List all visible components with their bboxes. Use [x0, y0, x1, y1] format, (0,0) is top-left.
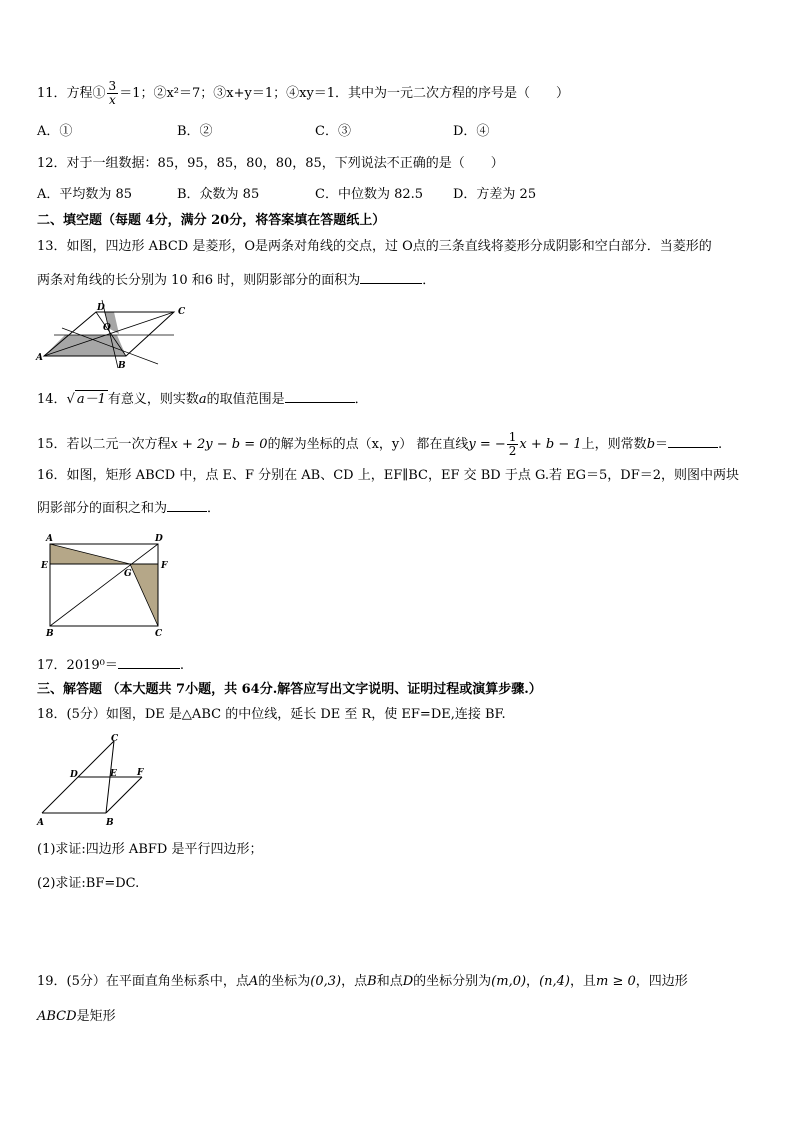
q17-text: 17．2019⁰＝: [37, 658, 118, 673]
label-a: A: [37, 818, 44, 828]
q19-comma: ，: [526, 974, 540, 989]
q18-part-1: (1)求证:四边形 ABFD 是平行四边形；: [37, 842, 263, 857]
label-a: A: [46, 534, 53, 544]
label-b: B: [118, 361, 126, 371]
triangle-figure: [34, 733, 164, 828]
q13-line-1: 13．如图，四边形 ABCD 是菱形，O是两条对角线的交点，过 O点的三条直线将菱形分成阴影和空白部分．当菱形的: [37, 239, 712, 254]
q14-end: ．: [354, 392, 368, 407]
q13-line-2: [37, 270, 435, 290]
radical-sign: √: [66, 392, 75, 407]
q14-prefix: 14．: [37, 392, 67, 407]
q14-var: a: [198, 392, 207, 407]
rhombus-figure: [34, 298, 194, 373]
label-f: F: [137, 768, 144, 778]
q12-option-c: C．中位数为 82.5: [315, 187, 424, 202]
q12-option-b: B．众数为 85: [177, 187, 260, 202]
q12-option-a: A．平均数为 85: [37, 187, 133, 202]
q11-prefix: 11．方程①: [37, 86, 106, 101]
label-c: C: [111, 734, 119, 744]
q15-end: .: [718, 437, 723, 452]
q16-end: ．: [207, 501, 221, 516]
question-12: 12．对于一组数据：85，95，85，80，80，85，下列说法不正确的是（ ）: [37, 156, 504, 171]
q19-line-2: [37, 1008, 116, 1026]
label-c: C: [155, 629, 163, 639]
question-14: [37, 389, 368, 409]
q11-frac-num: 3: [108, 79, 117, 93]
segment-bf: [106, 777, 142, 813]
q19-text-b: 的坐标为: [258, 974, 311, 989]
q11-options: [37, 123, 489, 141]
label-a: A: [36, 353, 43, 363]
q19-point-b: B: [367, 974, 377, 989]
label-b: B: [106, 818, 114, 828]
q19-text-c: ，点: [341, 974, 368, 989]
q14-radicand: a－1: [76, 392, 106, 407]
q19-coord-a: (0,3): [310, 974, 342, 989]
label-d: D: [70, 770, 78, 780]
q11-option-a: A．①: [37, 124, 73, 139]
question-17: [37, 655, 184, 675]
label-e: E: [110, 769, 117, 779]
q14-answer-blank: [285, 389, 355, 403]
q15-equation: x + 2y − b = 0: [170, 437, 268, 452]
question-19: [37, 973, 688, 991]
label-c: C: [178, 307, 186, 317]
q11-option-d: D．④: [453, 124, 490, 139]
question-11: [37, 80, 569, 107]
q19-condition: m ≥ 0: [596, 974, 636, 989]
q15-prefix: 15．若以二元一次方程: [37, 437, 171, 452]
q15-frac-den: 2: [508, 444, 517, 458]
q15-eqsign: ＝: [655, 437, 669, 452]
q11-frac-den: x: [108, 93, 116, 107]
q19-text-rect: 是矩形: [76, 1009, 116, 1024]
q12-options: [37, 186, 536, 204]
question-15: [37, 431, 722, 458]
q19-text-e: 的坐标分别为: [413, 974, 492, 989]
label-d: D: [97, 303, 105, 313]
q13-end: ．: [422, 273, 436, 288]
label-d: D: [155, 534, 163, 544]
q19-point-a: A: [248, 974, 259, 989]
q19-text-f: ，且: [569, 974, 596, 989]
q16-line-1: 16．如图，矩形 ABCD 中，点 E、F 分别在 AB、CD 上，EF∥BC，EF 交 BD 于点 G.若 EG＝5，DF＝2，则图中两块: [37, 468, 740, 483]
q14-text-2: 的取值范围是: [206, 392, 285, 407]
q19-abcd: ABCD: [37, 1009, 77, 1024]
q16-text: 阴影部分的面积之和为: [37, 501, 168, 516]
q15-mid: 的解为坐标的点（x，y） 都在直线: [267, 437, 469, 452]
q17-end: .: [179, 658, 184, 673]
q13-text: 两条对角线的长分别为 10 和6 时，则阴影部分的面积为: [37, 273, 361, 288]
q19-coord-d: (n,4): [539, 974, 570, 989]
q15-var: b: [646, 437, 656, 452]
rectangle-figure: [34, 530, 174, 640]
q16-answer-blank: [167, 498, 207, 512]
label-b: B: [46, 629, 54, 639]
q12-option-d: D．方差为 25: [453, 187, 537, 202]
q15-fraction: [507, 431, 519, 458]
q11-option-c: C．③: [315, 124, 351, 139]
label-o: O: [103, 323, 111, 333]
q16-line-2: [37, 498, 220, 518]
label-f: F: [161, 561, 168, 571]
section-2-title: 二、填空题（每题 4分，满分 20分，将答案填在答题纸上）: [37, 213, 386, 228]
section-3-title: 三、解答题 （本大题共 7小题，共 64分.解答应写出文字说明、证明过程或演算步骤.）: [37, 682, 542, 697]
q14-text: 有意义，则实数: [107, 392, 199, 407]
label-g: G: [124, 569, 132, 579]
q19-coord-b: (m,0): [491, 974, 527, 989]
q19-point-d: D: [402, 974, 414, 989]
q19-text-a: 19．(5分）在平面直角坐标系中，点: [37, 974, 249, 989]
q18-part-2: (2)求证:BF=DC.: [37, 876, 140, 891]
q19-text-d: 和点: [376, 974, 403, 989]
q11-option-b: B．②: [177, 124, 213, 139]
q11-fraction: [107, 80, 119, 107]
q11-rest: ＝1；②x²＝7；③x+y＝1；④xy＝1．其中为一元二次方程的序号是（ ）: [119, 86, 570, 101]
label-e: E: [41, 561, 48, 571]
q15-line-rhs: x + b − 1: [519, 437, 582, 452]
question-18: 18．(5分）如图，DE 是△ABC 的中位线，延长 DE 至 R，使 EF=DE,连接 BF.: [37, 707, 506, 722]
q15-frac-num: 1: [508, 430, 517, 444]
q19-text-g: ，四边形: [635, 974, 688, 989]
q15-tail: 上，则常数: [581, 437, 647, 452]
q15-line-lhs: y = −: [468, 437, 506, 452]
q15-answer-blank: [668, 434, 718, 448]
q13-answer-blank: [360, 270, 422, 284]
q17-answer-blank: [118, 655, 180, 669]
